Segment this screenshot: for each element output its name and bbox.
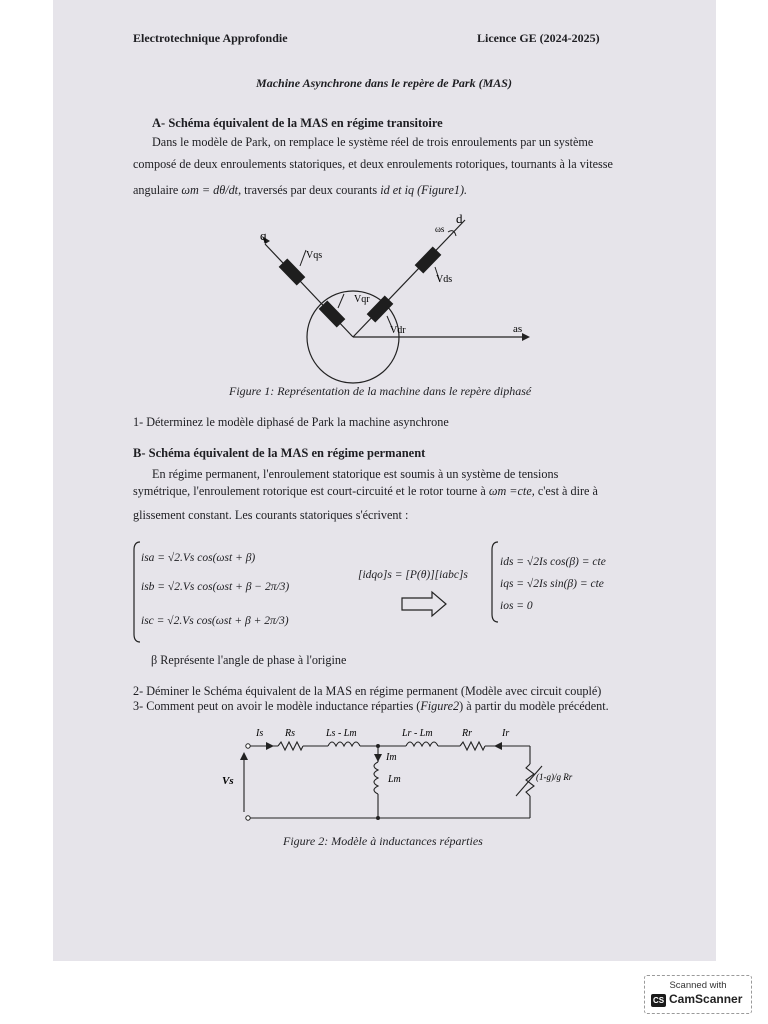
- right-brace: [492, 542, 498, 622]
- omega-equation: ωm = dθ/dt: [181, 183, 239, 197]
- camscanner-badge: [644, 975, 752, 1014]
- label-vdr: Vdr: [390, 325, 406, 336]
- text-traverses: , traversés par deux courants: [238, 183, 378, 197]
- label-omega: ωs: [435, 224, 445, 234]
- equation-isc: isc = √2.Vs cos(ωst + β + 2π/3): [141, 615, 289, 627]
- park-transform: [idqo]s = [P(θ)][iabc]s: [358, 569, 468, 581]
- text-cest-a-dire: c'est à dire à: [537, 484, 598, 498]
- equation-iqs: iqs = √2Is sin(β) = cte: [500, 578, 604, 590]
- section-b-line2: [133, 484, 598, 499]
- section-a-heading: A- Schéma équivalent de la MAS en régime transitoire: [152, 116, 443, 130]
- coil-ds: [415, 246, 442, 273]
- label-slip: (1-g)/g Rr: [536, 772, 573, 782]
- beta-note: β Représente l'angle de phase à l'origine: [151, 653, 347, 667]
- label-im: Im: [386, 752, 397, 763]
- node-bottom: [376, 816, 380, 820]
- equation-isa: isa = √2.Vs cos(ωst + β): [141, 552, 256, 564]
- label-as: as: [513, 323, 523, 335]
- equation-ios: ios = 0: [500, 600, 533, 612]
- label-lm: Lm: [388, 774, 401, 785]
- transform-arrow: [402, 592, 446, 616]
- left-brace: [134, 542, 140, 642]
- inductor-lr-lm: [406, 742, 438, 746]
- section-b-heading: B- Schéma équivalent de la MAS en régime permanent: [133, 446, 426, 460]
- currents-id-iq: id et iq: [380, 183, 415, 197]
- label-ls-lm: Ls - Lm: [326, 728, 357, 739]
- label-is: Is: [256, 728, 264, 739]
- question-3-end: ) à partir du modèle précédent.: [459, 699, 609, 713]
- figure1-park-diagram: [240, 210, 540, 380]
- resistor-rr: [460, 742, 485, 750]
- terminal-top: [246, 744, 250, 748]
- figure2-reference: Figure2: [420, 699, 460, 713]
- figure1-caption: Figure 1: Représentation de la machine dans le repère diphasé: [229, 384, 532, 398]
- question-2: 2- Déminer le Schéma équivalent de la MAS en régime permanent (Modèle avec circuit couplé): [133, 684, 602, 698]
- inductor-lm: [374, 762, 378, 794]
- scanned-with-text: Scanned with: [669, 980, 727, 991]
- label-rr: Rr: [462, 728, 472, 739]
- label-vs: Vs: [222, 775, 234, 787]
- label-vqr: Vqr: [354, 294, 370, 305]
- question-3-start: 3- Comment peut on avoir le modèle inductance réparties (: [133, 699, 421, 713]
- label-vds: Vds: [436, 274, 453, 285]
- program-year: Licence GE (2024-2025): [477, 31, 600, 45]
- figure2-caption: Figure 2: Modèle à inductances réparties: [283, 834, 483, 848]
- text-angulaire: angulaire: [133, 183, 179, 197]
- section-a-line1: Dans le modèle de Park, on remplace le système réel de trois enroulements par un système: [152, 135, 594, 149]
- im-arrowhead: [374, 754, 382, 762]
- section-b-line3: glissement constant. Les courants statoriques s'écrivent :: [133, 508, 409, 522]
- label-lr-lm: Lr - Lm: [402, 728, 433, 739]
- label-d: d: [456, 211, 463, 226]
- document-title: Machine Asynchrone dans le repère de Park (MAS): [256, 76, 512, 90]
- equation-ids: ids = √2Is cos(β) = cte: [500, 556, 606, 568]
- camscanner-name: CamScanner: [669, 992, 743, 1006]
- as-arrowhead: [522, 333, 530, 341]
- question-1: 1- Déterminez le modèle diphasé de Park la machine asynchrone: [133, 415, 449, 429]
- inductor-ls-lm: [328, 742, 360, 746]
- omega-constant: ωm =cte,: [488, 484, 535, 498]
- vs-arrowhead: [240, 752, 248, 760]
- label-ir: Ir: [502, 728, 510, 739]
- terminal-bottom: [246, 816, 250, 820]
- figure2-circuit: [222, 722, 573, 832]
- equation-isb: isb = √2.Vs cos(ωst + β − 2π/3): [141, 581, 290, 593]
- node-top: [376, 744, 380, 748]
- resistor-rs: [278, 742, 303, 750]
- course-name: Electrotechnique Approfondie: [133, 31, 288, 45]
- label-q: q: [260, 228, 267, 243]
- section-b-line1: En régime permanent, l'enroulement statorique est soumis à un système de tensions: [152, 467, 559, 481]
- label-rs: Rs: [285, 728, 295, 739]
- question-3: [133, 699, 609, 714]
- is-arrowhead: [266, 742, 274, 750]
- ir-arrowhead: [494, 742, 502, 750]
- vqr-arrow: [338, 294, 344, 308]
- section-a-line2: composé de deux enroulements statoriques, et deux enroulements rotoriques, tournants à la vitesse: [133, 157, 613, 171]
- camscanner-logo-icon: CS: [652, 996, 665, 1005]
- label-vqs: Vqs: [306, 250, 323, 261]
- text-symetrique: symétrique, l'enroulement rotorique est court-circuité et le rotor tourne à: [133, 484, 486, 498]
- section-a-line3: [133, 183, 467, 198]
- figure1-reference: (Figure1).: [417, 183, 468, 197]
